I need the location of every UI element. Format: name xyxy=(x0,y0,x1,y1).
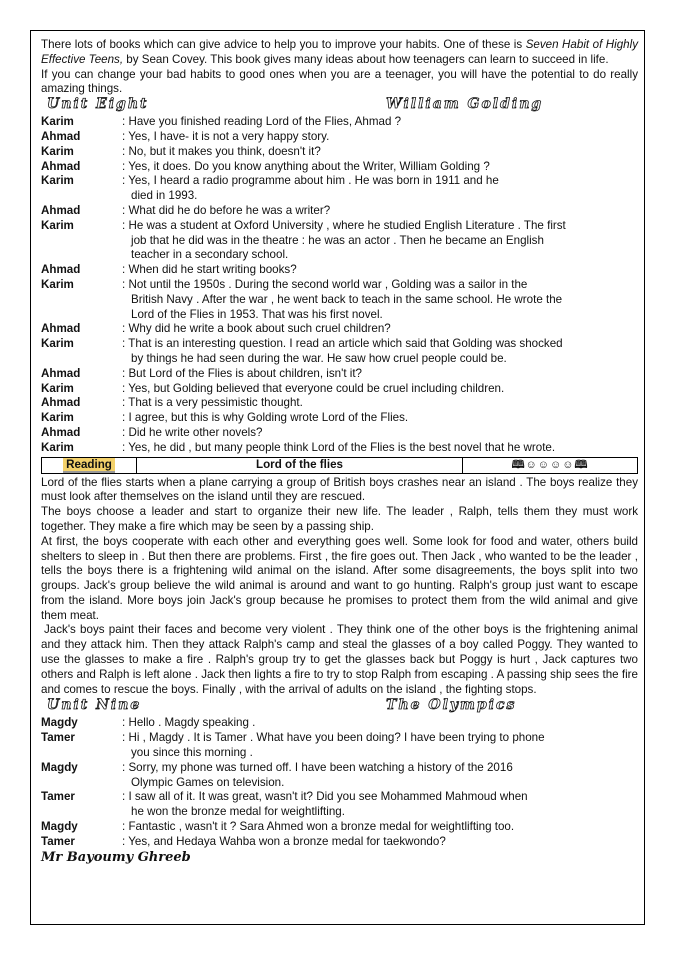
dialogue-line xyxy=(41,204,638,219)
speaker-name: Tamer xyxy=(41,790,75,804)
dialogue-line xyxy=(41,835,638,850)
unit-eight-heading xyxy=(41,97,638,115)
dialogue-text: : That is a very pessimistic thought. xyxy=(122,396,303,410)
dialogue-text: : I agree, but this is why Golding wrote Lord of the Flies. xyxy=(122,411,409,425)
speaker-name: Karim xyxy=(41,440,74,454)
dialogue-text: : Sorry, my phone was turned off. I have been watching a history of the 2016 Olympic Games on television. xyxy=(122,760,513,789)
reading-passage xyxy=(41,476,638,698)
dialogue-line xyxy=(41,411,638,426)
olympics-dialogue xyxy=(41,716,638,849)
dialogue-line xyxy=(41,441,638,456)
reading-title: Lord of the flies xyxy=(137,458,463,473)
dialogue-line xyxy=(41,145,638,160)
speaker-name: Ahmad xyxy=(41,366,81,380)
dialogue-text: : Hello . Magdy speaking . xyxy=(122,716,256,730)
speaker-name: Karim xyxy=(41,381,74,395)
intro-paragraph-2: If you can change your bad habits to good ones when you are a teenager, you will have the potential to do really amazing things. xyxy=(41,67,638,96)
reading-paragraph: The boys choose a leader and start to organize their new life. The leader , Ralph, tells them they must work together. They make a fire which may be seen by a passing ship. xyxy=(41,505,638,533)
speaker-name: Ahmad xyxy=(41,203,81,217)
dialogue-line xyxy=(41,367,638,382)
dialogue-line xyxy=(41,790,638,820)
reading-tag: Reading xyxy=(42,458,137,473)
reading-paragraph: Jack's boys paint their faces and become very violent . They think one of the other boys is the frightening animal and they attack him. Then they attack Ralph's camp and steal the glasses of a boy called Poggy. They wanted to use the glasses to make a fire . Ralph's group try to get the glasses back but Poggy is hurt , Jack captures two others and Ralph is left alone . Jack then lights a fire to try to stop Ralph from escaping . A passing ship sees the fire and comes to rescue the boys. Finally , with the arrival of adults on the island , the fighting stops. xyxy=(41,623,638,696)
speaker-name: Magdy xyxy=(41,820,78,834)
reading-paragraph: Lord of the flies starts when a plane carrying a group of British boys crashes near an island . The boys realize they must look after themselves on the island until they are rescued. xyxy=(41,475,638,504)
speaker-name: Ahmad xyxy=(41,159,81,173)
book-title: Seven Habit of Highly Effective Teens, xyxy=(41,38,638,66)
dialogue-line xyxy=(41,731,638,761)
dialogue-line xyxy=(41,761,638,791)
speaker-name: Karim xyxy=(41,337,74,351)
speaker-name: Tamer xyxy=(41,834,75,848)
dialogue-line xyxy=(41,219,638,263)
speaker-name: Ahmad xyxy=(41,263,81,277)
dialogue-text: : That is an interesting question. I read an article which said that Golding was shocked by things he had seen during the war. He saw how cruel people could be. xyxy=(122,337,563,365)
speaker-name: Magdy xyxy=(41,760,78,774)
dialogue-line xyxy=(41,337,638,367)
author-signature: Mr Bayoumy Ghreeb xyxy=(41,849,191,865)
speaker-name: Ahmad xyxy=(41,396,81,410)
speaker-name: Karim xyxy=(41,218,74,232)
dialogue-text: : He was a student at Oxford University , where he studied English Literature . The first job that he did was in the theatre : he was an actor . Then he became an English teacher in a secondary school. xyxy=(122,218,566,262)
speaker-name: Karim xyxy=(41,115,74,129)
unit-title: The Olympics xyxy=(386,697,517,714)
dialogue-text: : I saw all of it. It was great, wasn't it? Did you see Mohammed Mahmoud when he won the bronze medal for weightlifting. xyxy=(122,790,528,819)
speaker-name: Karim xyxy=(41,174,74,188)
dialogue-text: : Yes, but Golding believed that everyone could be cruel including children. xyxy=(122,381,505,395)
dialogue-line xyxy=(41,322,638,337)
speaker-name: Ahmad xyxy=(41,322,81,336)
dialogue-text: : Yes, it does. Do you know anything about the Writer, William Golding ? xyxy=(122,159,490,173)
dialogue-line xyxy=(41,160,638,175)
speaker-name: Karim xyxy=(41,411,74,425)
dialogue-text: : Did he write other novels? xyxy=(122,425,263,439)
unit-label: Unit Eight xyxy=(47,96,149,113)
speaker-name: Magdy xyxy=(41,716,78,730)
dialogue-text: : Hi , Magdy . It is Tamer . What have you been doing? I have been trying to phone you since this morning . xyxy=(122,731,545,760)
speaker-name: Tamer xyxy=(41,731,75,745)
speaker-name: Ahmad xyxy=(41,425,81,439)
dialogue-text: : But Lord of the Flies is about children, isn't it? xyxy=(122,366,363,380)
dialogue-text: : What did he do before he was a writer? xyxy=(122,203,331,217)
dialogue-line xyxy=(41,278,638,322)
dialogue-text: : Yes, I have- it is not a very happy story. xyxy=(122,129,330,143)
dialogue-line xyxy=(41,426,638,441)
dialogue-line xyxy=(41,115,638,130)
unit-title: William Golding xyxy=(386,96,544,113)
worksheet-page xyxy=(41,38,638,865)
intro-paragraph-1: There lots of books which can give advice to help you to improve your habits. One of these is Seven Habit of Highly Effective Teens, by Sean Covey. This book gives many ideas about how teenagers can learn to succeed in life. xyxy=(41,38,638,66)
dialogue-text: : When did he start writing books? xyxy=(122,263,297,277)
dialogue-text: : Yes, and Hedaya Wahba won a bronze medal for taekwondo? xyxy=(122,834,446,848)
reading-paragraph: At first, the boys cooperate with each other and everything goes well. Some look for food and water, others build shelters to sleep in . But then there are problems. First , the fire goes out. Then Jack , who wanted to be the leader , tells the boys there is a frightening wild animal on the island. After some disagreements, the boys split into two groups. Jack's group believe the wild animal is around and want to go hunting. Ralph's group just want to escape from the island. More boys join Jack's group because he promises to protect them from the wild animal and give them meat. xyxy=(41,534,638,622)
reading-header-bar xyxy=(41,457,638,474)
speaker-name: Karim xyxy=(41,144,74,158)
dialogue-text: : Have you finished reading Lord of the Flies, Ahmad ? xyxy=(122,115,402,129)
dialogue-line xyxy=(41,396,638,411)
unit-nine-heading xyxy=(41,698,638,716)
decorative-icons: 🕮☺☺☺☺🕮 xyxy=(511,458,589,471)
dialogue-line xyxy=(41,820,638,835)
dialogue-text: : No, but it makes you think, doesn't it? xyxy=(122,144,321,158)
speaker-name: Ahmad xyxy=(41,129,81,143)
unit-label: Unit Nine xyxy=(47,697,142,714)
dialogue-text: : Why did he write a book about such cruel children? xyxy=(122,322,391,336)
dialogue-text: : Yes, he did , but many people think Lord of the Flies is the best novel that he wrote. xyxy=(122,440,556,454)
dialogue-line xyxy=(41,263,638,278)
golding-dialogue xyxy=(41,115,638,455)
speaker-name: Karim xyxy=(41,277,74,291)
dialogue-text: : Yes, I heard a radio programme about him . He was born in 1911 and he died in 1993. xyxy=(122,174,499,203)
dialogue-line xyxy=(41,174,638,204)
dialogue-text: : Fantastic , wasn't it ? Sara Ahmed won a bronze medal for weightlifting too. xyxy=(122,820,515,834)
dialogue-line xyxy=(41,130,638,145)
dialogue-line xyxy=(41,716,638,731)
dialogue-text: : Not until the 1950s . During the second world war , Golding was a sailor in the British Navy . After the war , he went back to teach in the same school. He wrote the Lord of the Flies in 1953. That was his first novel. xyxy=(122,277,563,321)
dialogue-line xyxy=(41,382,638,397)
